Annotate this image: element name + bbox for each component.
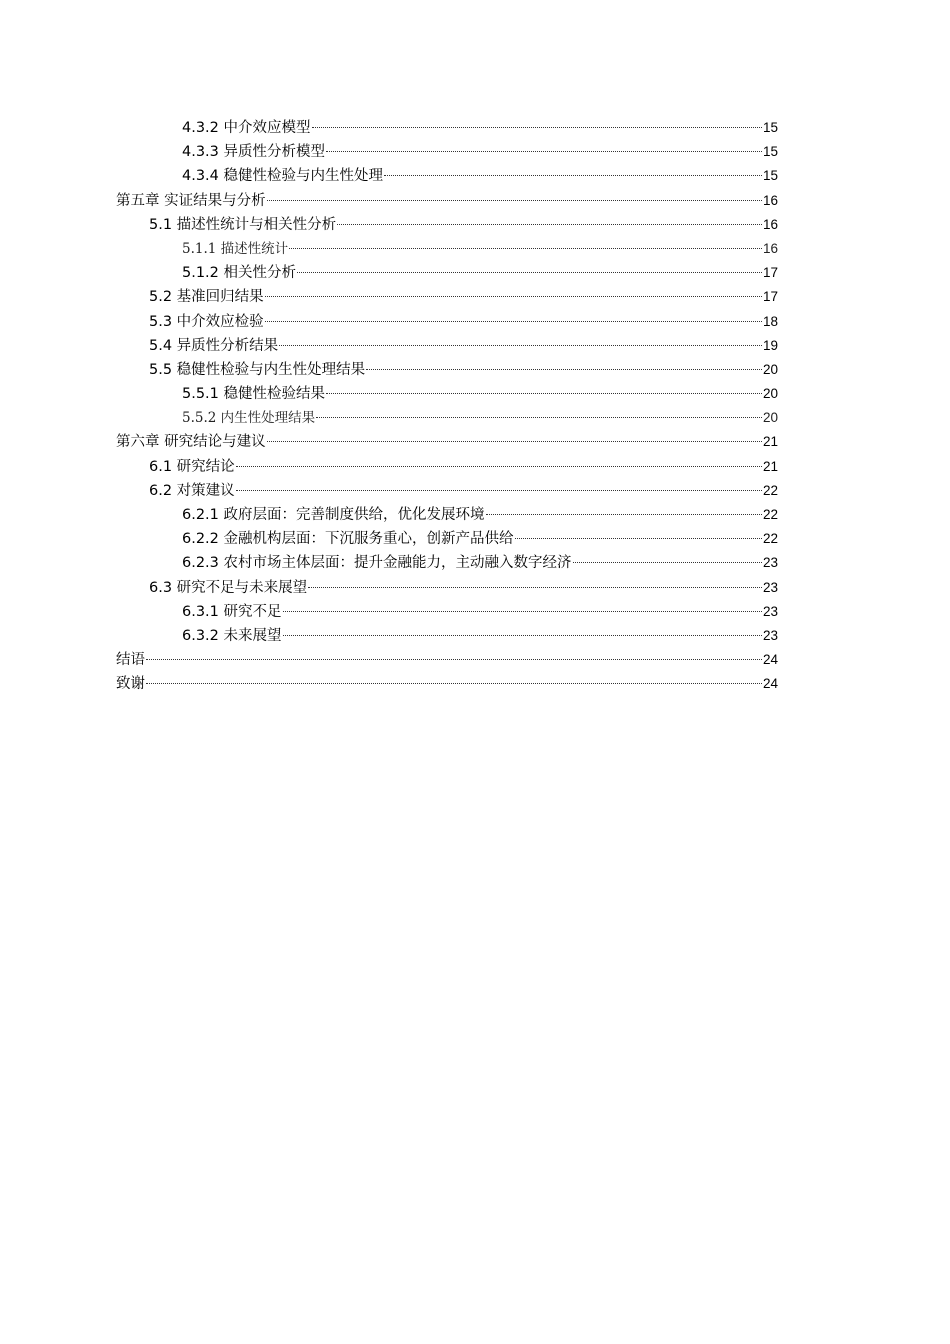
toc-entry[interactable] <box>0 430 950 454</box>
toc-entry-line <box>182 142 778 162</box>
toc-entry-line <box>116 432 778 452</box>
toc-entry-page: 17 <box>762 265 778 281</box>
toc-dot-leader <box>337 224 762 225</box>
toc-dot-leader <box>146 683 762 684</box>
toc-entry-title: 6.1 研究结论 <box>149 458 235 475</box>
toc-entry[interactable] <box>0 213 950 237</box>
toc-entry-line <box>182 263 778 283</box>
toc-entry-title: 6.2.2 金融机构层面：下沉服务重心，创新产品供给 <box>182 531 514 548</box>
toc-entry-title: 4.3.3 异质性分析模型 <box>182 144 326 161</box>
toc-dot-leader <box>515 538 762 539</box>
toc-entry[interactable] <box>0 648 950 672</box>
toc-entry-title: 5.4 异质性分析结果 <box>149 337 279 354</box>
toc-dot-leader <box>326 393 762 394</box>
toc-entry-line <box>149 312 778 332</box>
toc-entry[interactable] <box>0 576 950 600</box>
toc-entry-page: 19 <box>762 337 778 353</box>
toc-entry-title: 5.1.1 描述性统计 <box>182 240 289 257</box>
toc-entry-line <box>182 529 778 549</box>
toc-entry[interactable] <box>0 382 950 406</box>
toc-entry-title: 4.3.2 中介效应模型 <box>182 120 311 136</box>
toc-entry[interactable] <box>0 624 950 648</box>
toc-dot-leader <box>146 659 762 660</box>
toc-entry-page: 23 <box>762 603 778 619</box>
toc-entry[interactable] <box>0 261 950 285</box>
toc-entry-title: 致谢 <box>116 676 145 693</box>
toc-entry-page: 15 <box>762 120 778 135</box>
toc-dot-leader <box>316 417 762 418</box>
toc-entry-page: 21 <box>762 458 778 474</box>
toc-entry-title: 6.3.2 未来展望 <box>182 627 282 644</box>
toc-entry-page: 24 <box>762 652 778 668</box>
toc-entry-line <box>116 191 778 211</box>
toc-dot-leader <box>384 175 762 176</box>
toc-entry-page: 17 <box>762 289 778 305</box>
toc-entry-title: 6.3.1 研究不足 <box>182 603 282 620</box>
toc-entry-page: 23 <box>762 579 778 595</box>
toc-entry-page: 20 <box>762 386 778 402</box>
toc-entry[interactable] <box>0 237 950 261</box>
toc-dot-leader <box>486 514 762 515</box>
toc-entry[interactable] <box>0 503 950 527</box>
toc-entry-title: 6.2.1 政府层面：完善制度供给，优化发展环境 <box>182 507 485 523</box>
toc-entry-title: 第六章 研究结论与建议 <box>116 434 266 451</box>
toc-dot-leader <box>573 562 762 563</box>
toc-entry[interactable] <box>0 672 950 696</box>
toc-dot-leader <box>283 635 762 636</box>
toc-dot-leader <box>267 200 762 201</box>
toc-entry-line <box>182 384 778 404</box>
toc-entry-page: 23 <box>762 627 778 643</box>
toc-entry[interactable] <box>0 164 950 188</box>
toc-entry-page: 20 <box>762 410 778 426</box>
toc-entry-line <box>149 336 778 356</box>
toc-entry[interactable] <box>0 334 950 358</box>
toc-entry-line <box>182 505 778 525</box>
toc-entry-title: 4.3.4 稳健性检验与内生性处理 <box>182 168 384 185</box>
toc-dot-leader <box>279 345 762 346</box>
toc-entry-page: 16 <box>762 240 778 256</box>
toc-entry-page: 20 <box>762 361 778 377</box>
toc-entry-page: 22 <box>762 531 778 547</box>
toc-entry-title: 6.2 对策建议 <box>149 482 235 499</box>
toc-entry-title: 5.5.2 内生性处理结果 <box>182 410 316 427</box>
toc-entry-line <box>149 457 778 477</box>
toc-entry-title: 5.3 中介效应检验 <box>149 313 264 330</box>
toc-entry-title: 结语 <box>116 652 145 669</box>
toc-entry-page: 24 <box>762 676 778 692</box>
toc-entry-page: 22 <box>762 507 778 522</box>
toc-dot-leader <box>236 490 762 491</box>
toc-entry-line <box>182 553 778 573</box>
toc-entry[interactable] <box>0 551 950 575</box>
toc-dot-leader <box>236 466 762 467</box>
toc-entry[interactable] <box>0 406 950 430</box>
toc-entry[interactable] <box>0 479 950 503</box>
toc-entry-line <box>149 287 778 307</box>
toc-entry-title: 6.2.3 农村市场主体层面：提升金融能力，主动融入数字经济 <box>182 555 572 572</box>
toc-entry-line <box>182 166 778 186</box>
toc-entry[interactable] <box>0 600 950 624</box>
toc-entry-title: 5.1 描述性统计与相关性分析 <box>149 216 337 233</box>
toc-entry[interactable] <box>0 358 950 382</box>
toc-entry-page: 18 <box>762 313 778 329</box>
toc-entry-line <box>182 239 778 259</box>
toc-entry-line <box>182 408 778 428</box>
toc-entry-title: 5.2 基准回归结果 <box>149 289 264 306</box>
toc-entry-line <box>149 481 778 501</box>
toc-entry-line <box>116 650 778 670</box>
toc-dot-leader <box>267 441 762 442</box>
toc-entry[interactable] <box>0 189 950 213</box>
toc-entry-title: 第五章 实证结果与分析 <box>116 192 266 209</box>
toc-entry-title: 5.5.1 稳健性检验结果 <box>182 386 326 403</box>
toc-entry[interactable] <box>0 116 950 140</box>
toc-entry-title: 5.5 稳健性检验与内生性处理结果 <box>149 361 366 378</box>
toc-entry-line <box>182 118 778 138</box>
table-of-contents <box>0 116 950 697</box>
toc-dot-leader <box>326 151 762 152</box>
toc-entry-line <box>116 674 778 694</box>
toc-entry-page: 21 <box>762 434 778 450</box>
toc-entry[interactable] <box>0 455 950 479</box>
toc-dot-leader <box>312 127 762 128</box>
toc-entry-title: 5.1.2 相关性分析 <box>182 265 297 282</box>
toc-entry-line <box>149 215 778 235</box>
toc-dot-leader <box>289 248 762 249</box>
toc-entry-line <box>149 360 778 380</box>
toc-dot-leader <box>265 321 762 322</box>
toc-entry-page: 15 <box>762 144 778 160</box>
toc-entry[interactable] <box>0 285 950 309</box>
toc-entry-title: 6.3 研究不足与未来展望 <box>149 579 308 596</box>
toc-dot-leader <box>308 587 762 588</box>
toc-dot-leader <box>366 369 762 370</box>
toc-entry-page: 16 <box>762 192 778 208</box>
toc-entry-line <box>149 578 778 598</box>
toc-entry-line <box>182 602 778 622</box>
toc-entry-page: 16 <box>762 216 778 232</box>
toc-entry-page: 23 <box>762 555 778 571</box>
toc-entry-line <box>182 626 778 646</box>
toc-entry-page: 22 <box>762 482 778 498</box>
toc-entry-page: 15 <box>762 168 778 184</box>
toc-entry[interactable] <box>0 140 950 164</box>
toc-entry[interactable] <box>0 310 950 334</box>
toc-dot-leader <box>297 272 762 273</box>
toc-entry[interactable] <box>0 527 950 551</box>
toc-dot-leader <box>283 611 762 612</box>
toc-dot-leader <box>265 296 762 297</box>
